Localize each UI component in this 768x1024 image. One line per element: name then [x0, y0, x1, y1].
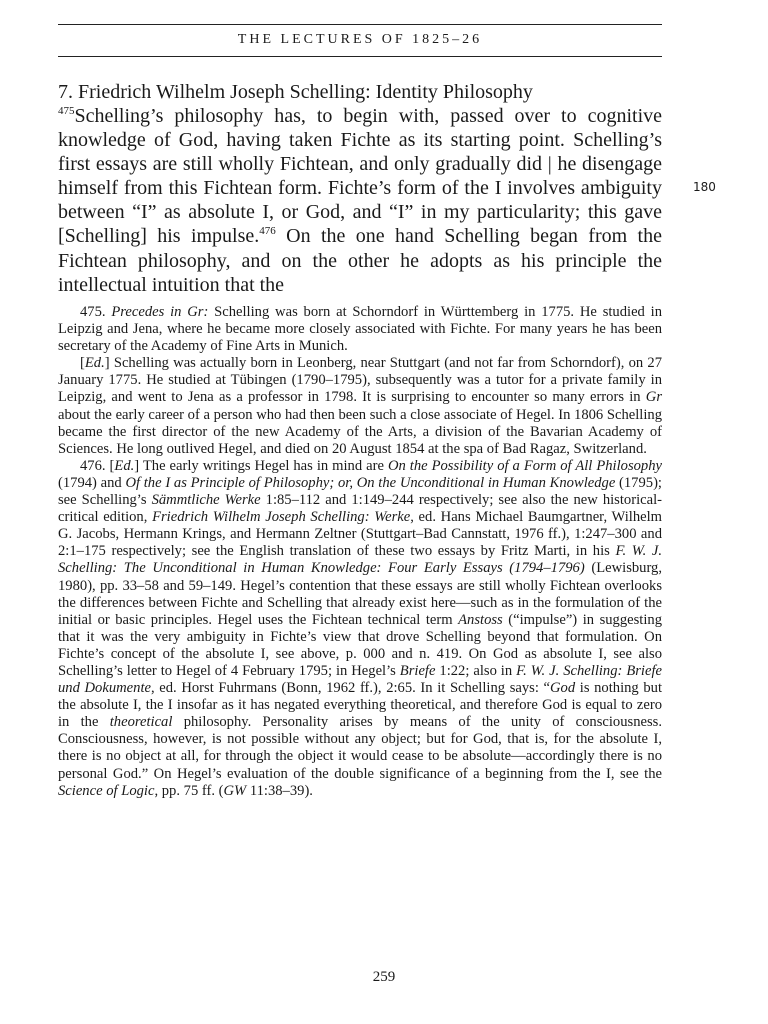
- footnote-476: 476. [Ed.] The early writings Hegel has in mind are On the Possibility of a Form of All Philosophy (1794) and Of the I as Principle of Philosophy; or, On the Unconditional in Human Knowledge (1795); see Schelling’s Sämmtliche Werke 1:85–112 and 1:149–244 respectively; see also the new historical-critical edition, Friedrich Wilhelm Joseph Schelling: Werke, ed. Hans Michael Baumgartner, Wilhelm G. Jacobs, Hermann Krings, and Hermann Zeltner (Stuttgart–Bad Cannstatt, 1976 ff.), 1:247–300 and 2:1–175 respectively; see the English translation of these two essays by Fritz Marti, in his F. W. J. Schelling: The Unconditional in Human Knowledge: Four Early Essays (1794–1796) (Lewisburg, 1980), pp. 33–58 and 59–149. Hegel’s contention that these essays are still wholly Fichtean overlooks the differences between Fichte and Schelling that already exist here—such as in the formulation of the initial or basic principles. Hegel uses the Fichtean technical term Anstoss (“impulse”) in suggesting that it was the very ambiguity in Fichte’s view that drove Schelling beyond that formulation. On Fichte’s concept of the absolute I, see above, p. 000 and n. 419. On God as absolute I, see also Schelling’s letter to Hegel of 4 February 1795; in Hegel’s Briefe 1:22; also in F. W. J. Schelling: Briefe und Dokumente, ed. Horst Fuhrmans (Bonn, 1962 ff.), 2:65. In it Schelling says: “God is nothing but the absolute I, the I insofar as it has negated everything theoretical, and therefore God is equal to zero in the theoretical philosophy. Personality arises by means of the unity of consciousness. Consciousness, however, is not possible without any object; but for God, that is, for the absolute I, there is no object at all, for through the object it would cease to be absolute—accordingly there is no personal God.” On Hegel’s evaluation of the double significance of a beginning from the I, see the Science of Logic, pp. 75 ff. (GW 11:38–39).: [58, 457, 663, 799]
- top-rule: [58, 24, 662, 25]
- footnote-475-editorial: [Ed.] Schelling was actually born in Leonberg, near Stuttgart (and not far from Schorndorf), on 27 January 1775. He studied at Tübingen (1790–1795), subsequently was a tutor for a private family in Leipzig, and went to Jena as a professor in 1798. It is surprising to encounter so many errors in Gr about the early career of a person who had then been such a close associate of Hegel. In 1806 Schelling became the first director of the new Academy of the Arts, a division of the Bavarian Academy of Sciences. He long outlived Hegel, and died on 20 August 1854 at the spa of Bad Ragaz, Switzerland.: [58, 355, 662, 457]
- note-ref-476: 476: [259, 225, 276, 238]
- note-ref-475: 475: [58, 105, 75, 117]
- footnotes: [58, 304, 662, 800]
- page-number: 259: [372, 969, 396, 985]
- margin-page-number: 180: [693, 180, 716, 194]
- header-rule: [58, 56, 662, 57]
- footnote-475: 475. Precedes in Gr: Schelling was born at Schorndorf in Württemberg in 1775. He studied in Leipzig and Jena, where he became more closely associated with Fichte. For many years he has been secretary of the Academy of Fine Arts in Munich.: [58, 304, 662, 355]
- section-heading: 7. Friedrich Wilhelm Joseph Schelling: Identity Philosophy: [58, 81, 533, 103]
- body-paragraph: $^{475}$Schelling’s philosophy has, to begin with, passed over to cognitive knowledge of God, having taken Fichte as its starting point. Schelling’s first essays are still wholly Fichtean, and only gradually did | he disengage himself from this Fichtean form. Fichte’s form of the I involves ambiguity between “I” as absolute I, or God, and “I” in my particularity; this gave [Schelling] his impulse.$^{476}$ On the one hand Schelling began from the Fichtean philosophy, and on the other he adopts as his principle the intellectual intuition that the: [58, 105, 662, 296]
- main-text: [58, 80, 662, 297]
- running-head: THE LECTURES OF 1825–26: [237, 32, 483, 47]
